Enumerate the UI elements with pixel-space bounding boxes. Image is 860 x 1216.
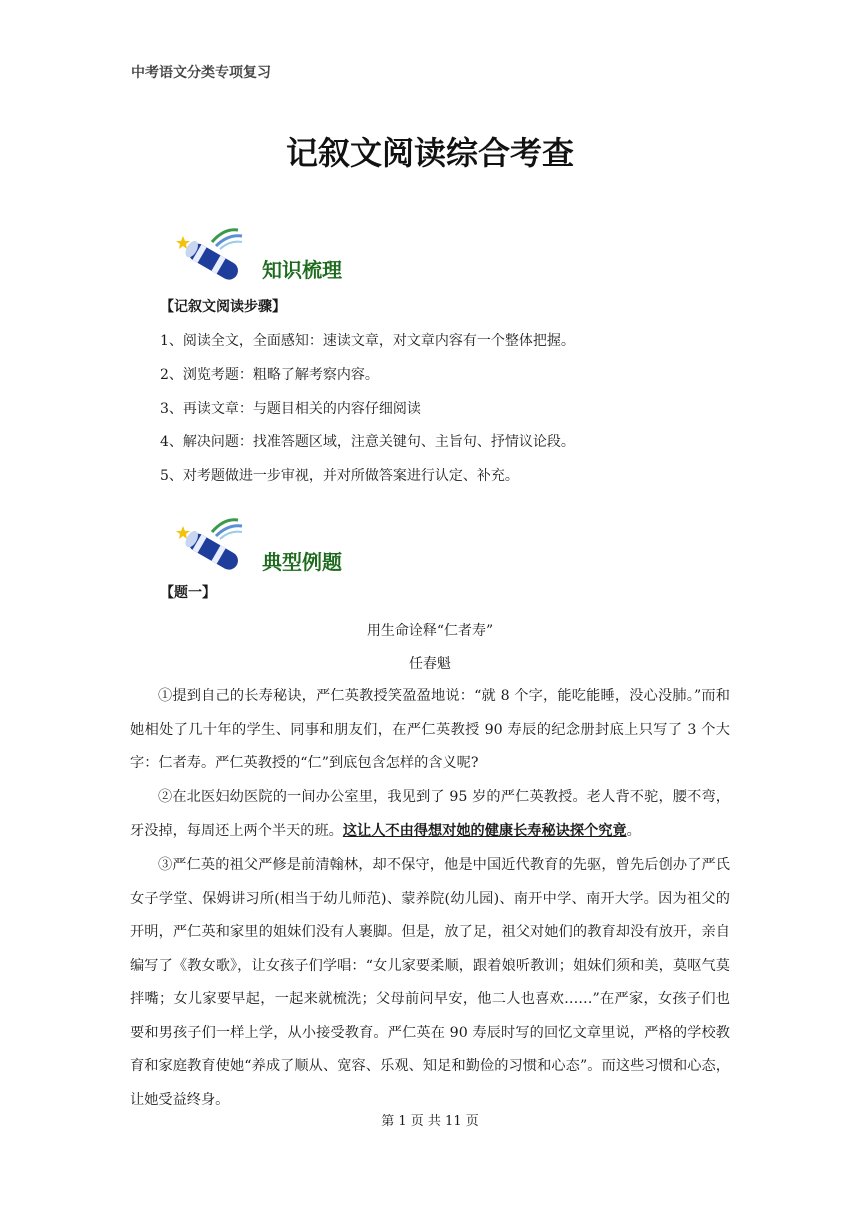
article-paragraph-2: [130, 781, 730, 848]
paragraph-text: ②在北医妇幼医院的一间办公室里，我见到了 95 岁的严仁英教授。老人背不驼，腰不弯，牙没掉，每周还上两个半天的班。: [130, 789, 730, 839]
steps-heading: 【记叙文阅读步骤】: [160, 299, 286, 315]
step-item: 2、浏览考题：粗略了解考察内容。: [160, 367, 379, 383]
telescope-icon: [172, 222, 250, 286]
page-header: 中考语文分类专项复习: [131, 65, 271, 81]
article-paragraph-3: ③严仁英的祖父严修是前清翰林，却不保守，他是中国近代教育的先驱，曾先后创办了严氏女子学堂、保姆讲习所(相当于幼儿师范)、蒙养院(幼儿园)、南开中学、南开大学。因为祖父的开明，严仁英和家里的姐妹们没有人裹脚。但是，放了足，祖父对她们的教育却没有放开，亲自编写了《教女歌》，让女孩子们学唱：“女儿家要柔顺，跟着娘听教训；姐妹们须和美，莫呕气莫拌嘴；女儿家要早起，一起来就梳洗；父母前问早安，他二人也喜欢……”在严家，女孩子们也要和男孩子们一样上学，从小接受教育。严仁英在 90 寿辰时写的回忆文章里说，严格的学校教育和家庭教育使她“养成了顺从、宽容、乐观、知足和勤俭的习惯和心态”。而这些习惯和心态，让她受益终身。: [130, 857, 730, 1108]
section-heading-knowledge: 知识梳理: [262, 258, 342, 282]
article-paragraph-1: ①提到自己的长寿秘诀，严仁英教授笑盈盈地说：“就 8 个字，能吃能睡，没心没肺。”而和她相处了几十年的学生、同事和朋友们，在严仁英教授 90 寿辰的纪念册封底上只写了 3 个大字：仁者寿。严仁英教授的“仁”到底包含怎样的含义呢?: [130, 688, 730, 771]
document-title: 记叙文阅读综合考查: [285, 134, 574, 172]
page-footer: 第 1 页 共 11 页: [381, 1114, 479, 1129]
section-heading-examples: 典型例题: [262, 550, 342, 574]
question-label: 【题一】: [160, 585, 216, 601]
step-item: 4、解决问题：找准答题区域，注意关键句、主旨句、抒情议论段。: [160, 434, 575, 450]
article-title: 用生命诠释“仁者寿”: [366, 623, 494, 639]
step-item: 3、再读文章：与题目相关的内容仔细阅读: [160, 401, 421, 417]
article-author: 任春魁: [409, 656, 451, 672]
emphasized-sentence: 这让人不由得想对她的健康长寿秘诀探个究竟: [342, 822, 627, 839]
step-item: 1、阅读全文，全面感知：速读文章，对文章内容有一个整体把握。: [160, 333, 575, 349]
step-item: 5、对考题做进一步审视，并对所做答案进行认定、补充。: [160, 468, 519, 484]
paragraph-text: 。: [626, 822, 641, 839]
telescope-icon: [172, 512, 250, 576]
